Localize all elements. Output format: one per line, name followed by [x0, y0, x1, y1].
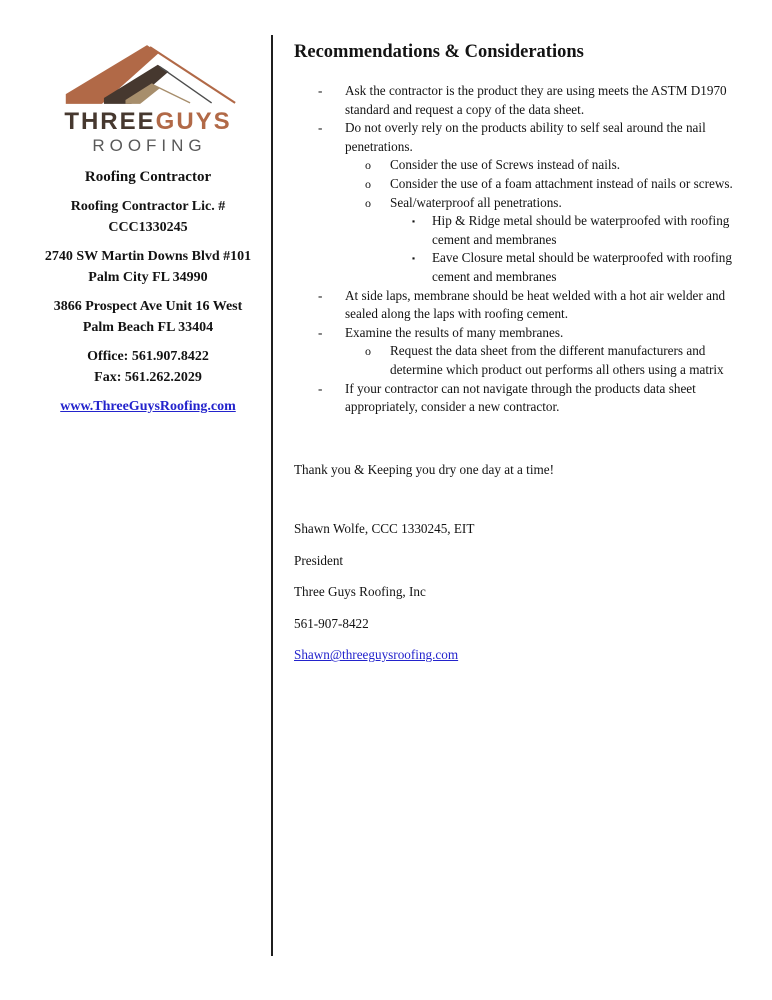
- list-item-text: Request the data sheet from the different manufacturers and determine which product out performs all others using a matrix: [390, 343, 724, 377]
- list-item-text: Consider the use of a foam attachment instead of nails or screws.: [390, 175, 733, 191]
- list-item: [294, 175, 746, 194]
- wordmark-roofing: ROOFING: [92, 136, 207, 155]
- list-item: [294, 380, 746, 417]
- company-tagline: Roofing Contractor: [84, 169, 212, 185]
- page-title: Recommendations & Considerations: [294, 42, 584, 62]
- fax-number: Fax: 561.262.2029: [94, 370, 202, 385]
- bullet-marker: -: [318, 83, 323, 98]
- address-line: Palm Beach FL 33404: [82, 320, 214, 335]
- letterhead-sidebar: [26, 43, 270, 417]
- signature-block: [294, 522, 746, 663]
- list-item: [294, 82, 746, 119]
- list-item-text: At side laps, membrane should be heat welded with a hot air welder and sealed along the laps with roofing cement.: [345, 287, 726, 322]
- address-line: 3866 Prospect Ave Unit 16 West: [53, 299, 243, 314]
- website-block: [26, 396, 270, 417]
- bullet-marker: o: [365, 158, 371, 173]
- list-item-text: Ask the contractor is the product they are using meets the ASTM D1970 standard and request a copy of the data sheet.: [345, 83, 727, 117]
- signature-company: Three Guys Roofing, Inc: [294, 584, 426, 600]
- signature-name: Shawn Wolfe, CCC 1330245, EIT: [294, 521, 475, 537]
- roof-line-gray: [160, 67, 212, 103]
- signature-title: President: [294, 552, 344, 568]
- office-phone: Office: 561.907.8422: [87, 349, 209, 364]
- bullet-marker: -: [318, 324, 323, 340]
- list-item: [294, 342, 746, 379]
- list-item: [294, 194, 746, 213]
- list-item: [294, 324, 746, 343]
- letter-body: [294, 40, 746, 663]
- bullet-marker: o: [365, 195, 371, 210]
- bullet-marker: ▪: [412, 253, 416, 264]
- list-item-text: Do not overly rely on the products ability to self seal around the nail penetrations.: [345, 120, 706, 154]
- list-item: [294, 249, 746, 286]
- address-line: 2740 SW Martin Downs Blvd #101: [44, 249, 252, 264]
- wordmark-guys: GUYS: [155, 108, 232, 135]
- list-item-text: Seal/waterproof all penetrations.: [390, 194, 562, 210]
- bullet-list: [294, 82, 746, 417]
- address-palm-city: [26, 246, 270, 288]
- roof-line-tan: [154, 85, 190, 103]
- bullet-marker: -: [318, 380, 323, 396]
- company-wordmark: [26, 108, 270, 135]
- bullet-marker: o: [365, 344, 371, 359]
- address-palm-beach: [26, 296, 270, 338]
- license-block: [26, 196, 270, 238]
- phone-block: [26, 346, 270, 388]
- list-item: [294, 287, 746, 324]
- bullet-marker: ▪: [412, 216, 416, 227]
- bullet-marker: -: [318, 287, 323, 303]
- list-item-text: Consider the use of Screws instead of nails.: [390, 157, 621, 173]
- company-logo-roof-graphic: [55, 43, 241, 106]
- bullet-marker: -: [318, 120, 323, 136]
- list-item: [294, 212, 746, 249]
- closing-line: Thank you & Keeping you dry one day at a time!: [294, 461, 555, 477]
- email-link[interactable]: Shawn@threeguysroofing.com: [294, 647, 459, 663]
- list-item-text: Examine the results of many membranes.: [345, 324, 564, 340]
- address-line: Palm City FL 34990: [88, 270, 208, 285]
- list-item-text: Eave Closure metal should be waterproofed with roofing cement and membranes: [432, 250, 732, 284]
- list-item-text: Hip & Ridge metal should be waterproofed with roofing cement and membranes: [432, 213, 730, 247]
- signature-phone: 561-907-8422: [294, 615, 369, 631]
- license-label: Roofing Contractor Lic. #: [70, 199, 226, 214]
- wordmark-three: THREE: [64, 108, 156, 135]
- website-link[interactable]: www.ThreeGuysRoofing.com: [60, 399, 236, 414]
- vertical-divider-rule: [271, 35, 273, 956]
- list-item: [294, 156, 746, 175]
- list-item-text: If your contractor can not navigate through the products data sheet appropriately, consider a new contractor.: [345, 380, 696, 415]
- license-number: CCC1330245: [108, 220, 188, 235]
- bullet-marker: o: [365, 176, 371, 191]
- list-item: [294, 119, 746, 156]
